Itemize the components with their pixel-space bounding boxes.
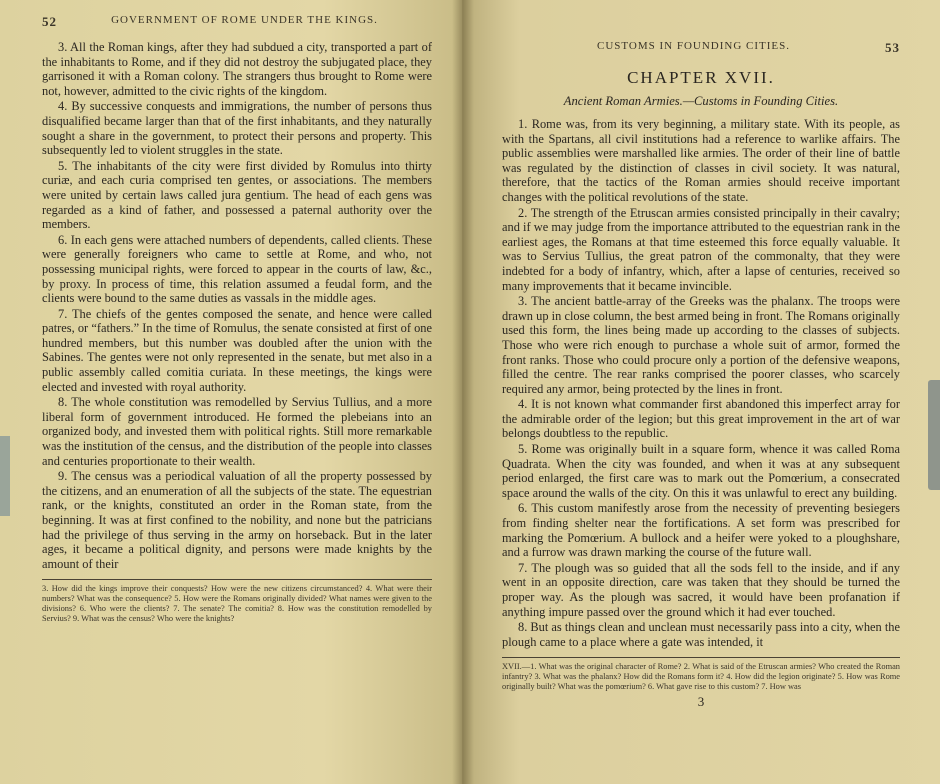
chapter-heading: CHAPTER XVII. bbox=[627, 68, 775, 87]
left-paragraph: 7. The chiefs of the gentes composed the senate, and hence were called patres, or “fathers.” In the time of Romulus, the senate consisted at first of one hundred members, but this number was doubled after the union with the Sabines. The gentes were not only represented in the senate, but met also in a public assembly called comitia curiata. In these meetings, the kings were elected and invested with royal authority. bbox=[42, 306, 432, 394]
right-page-number: 53 bbox=[885, 40, 900, 55]
right-running-head-title: CUSTOMS IN FOUNDING CITIES. bbox=[596, 40, 791, 52]
footnote-rule bbox=[502, 657, 900, 658]
left-paragraph: 5. The inhabitants of the city were first divided by Romulus into thirty curiæ, and each curia comprised ten gentes, or associations. The members were united by certain laws called jura gentium. The head of each gens was regarded as a kind of father, and possessed a paternal authority over the members. bbox=[42, 158, 432, 232]
left-paragraph: 6. In each gens were attached numbers of dependents, called clients. These were generally foreigners who came to settle at Rome, and who, not possessing municipal rights, were forced to appear in the courts of law, &c., by proxy. In process of time, this relation assumed a feudal form, and the clients were bound to the same duties as vassals in the middle ages. bbox=[42, 232, 432, 306]
left-page bbox=[0, 0, 462, 784]
left-edge-strip bbox=[0, 436, 10, 516]
right-running-head bbox=[502, 40, 900, 56]
left-running-head-title: GOVERNMENT OF ROME UNDER THE KINGS. bbox=[111, 14, 378, 26]
left-paragraph: 4. By successive conquests and immigrations, the number of persons thus disqualified became larger than that of the first inhabitants, and they naturally sought a share in the government, to protect their persons and property. This subsequently led to violent struggles in the state. bbox=[42, 99, 432, 158]
right-page bbox=[462, 0, 940, 784]
right-paragraph: 3. The ancient battle-array of the Greeks was the phalanx. The troops were drawn up in close column, the best armed being in front. The Romans originally used this form, the lines being made up according to the classes of subjects. Those who were rich enough to purchase a whole suit of armor, formed the front ranks. Those who could procure only a portion of the defensive weapons, filled the centre. The rear ranks comprised the poorer classes, who scarcely required any armor, being protected by the lines in front. bbox=[502, 294, 900, 396]
right-paragraph: 7. The plough was so guided that all the sods fell to the inside, and if any went in an opposite direction, care was taken that they should be turned the proper way. As the plough was sacred, it would have been profanation if anything impure passed over the ground which it had ever touched. bbox=[502, 560, 900, 619]
right-questions: XVII.—1. What was the original character of Rome? 2. What is said of the Etruscan armies? Who created the Roman infantry? 3. What was the phalanx? How did the Romans form it? 4. How did the legion originate? 5. How was Rome originally built? What was the pomœrium? 6. What gave rise to this custom? 7. How was bbox=[502, 662, 900, 692]
left-page-number: 52 bbox=[42, 14, 57, 29]
left-questions: 3. How did the kings improve their conquests? How were the new citizens circumstanced? 4. What were their numbers? What was the consequence? 5. How were the Romans originally divided? What names were given to the divisions? 6. Who were the clients? 7. The senate? The comitia? 8. How was the constitution remodelled by Servius? 9. What was the census? Who were the knights? bbox=[42, 584, 432, 624]
left-paragraph: 3. All the Roman kings, after they had subdued a city, transported a part of the inhabitants to Rome, and if they did not destroy the subjugated place, they garrisoned it with a Roman colony. The strangers thus brought to Rome were not, however, admitted to the civic rights of the kingdom. bbox=[42, 40, 432, 98]
right-paragraph: 6. This custom manifestly arose from the necessity of preventing besiegers from finding shelter near the fortifications. A set form was prescribed for marking the Pomœrium. A bullock and a heifer were yoked to a ploughshare, and a furrow was drawn marking the course of the future wall. bbox=[502, 501, 900, 560]
left-running-head bbox=[42, 14, 432, 30]
right-paragraph: 8. But as things clean and unclean must necessarily pass into a city, when the plough came to a place where a gate was intended, it bbox=[502, 620, 900, 649]
right-paragraph: 2. The strength of the Etruscan armies consisted principally in their cavalry; and if we may judge from the importance attributed to the equestrian rank in the earliest ages, the Romans at that time esteemed this force equally valuable. It was to Servius Tullius, the great patron of the commonalty, that they were indebted for a body of infantry, which, after a lapse of centuries, received so many improvements that it became invincible. bbox=[502, 205, 900, 293]
signature-mark: 3 bbox=[697, 694, 705, 710]
left-paragraph: 8. The whole constitution was remodelled by Servius Tullius, and a more liberal form of government introduced. He formed the plebeians into an organized body, and invested them with political rights. Still more remarkable was the institution of the census, and the distribution of the people into classes and centuries proportionate to their wealth. bbox=[42, 395, 432, 468]
book-gutter bbox=[452, 0, 474, 784]
footnote-rule bbox=[42, 579, 432, 580]
chapter-subtitle: Ancient Roman Armies.—Customs in Founding Cities. bbox=[563, 94, 839, 108]
left-paragraph: 9. The census was a periodical valuation of all the property possessed by the citizens, and an enumeration of all the subjects of the state. The equestrian rank, or the knights, constituted an order in the Roman state, from the beginning. It was at first confined to the nobility, and none but the patricians had the privilege of thus serving in the army on horseback. But in the later ages, it became a political dignity, and persons were made knights by the amount of their bbox=[42, 469, 432, 571]
right-paragraph: 5. Rome was originally built in a square form, whence it was called Roma Quadrata. When the city was founded, and when it was at any subsequent period enlarged, the first care was to mark out the Pomœrium, a consecrated space around the walls of the city. On this it was unlawful to erect any building. bbox=[502, 442, 900, 500]
right-paragraph: 1. Rome was, from its very beginning, a military state. With its people, as with the Spartans, all civil institutions had a reference to warlike affairs. The public assemblies were marshalled like armies. The order of their line of battle was regulated by the distinction of classes in civil society. It was natural, therefore, that the tactics of the Roman armies should receive important changes with the political revolutions of the state. bbox=[502, 117, 900, 204]
right-edge-tab bbox=[928, 380, 940, 490]
right-paragraph: 4. It is not known what commander first abandoned this imperfect array for the admirable order of the legion; but this great improvement in the art of war belongs doubtless to the republic. bbox=[502, 397, 900, 441]
